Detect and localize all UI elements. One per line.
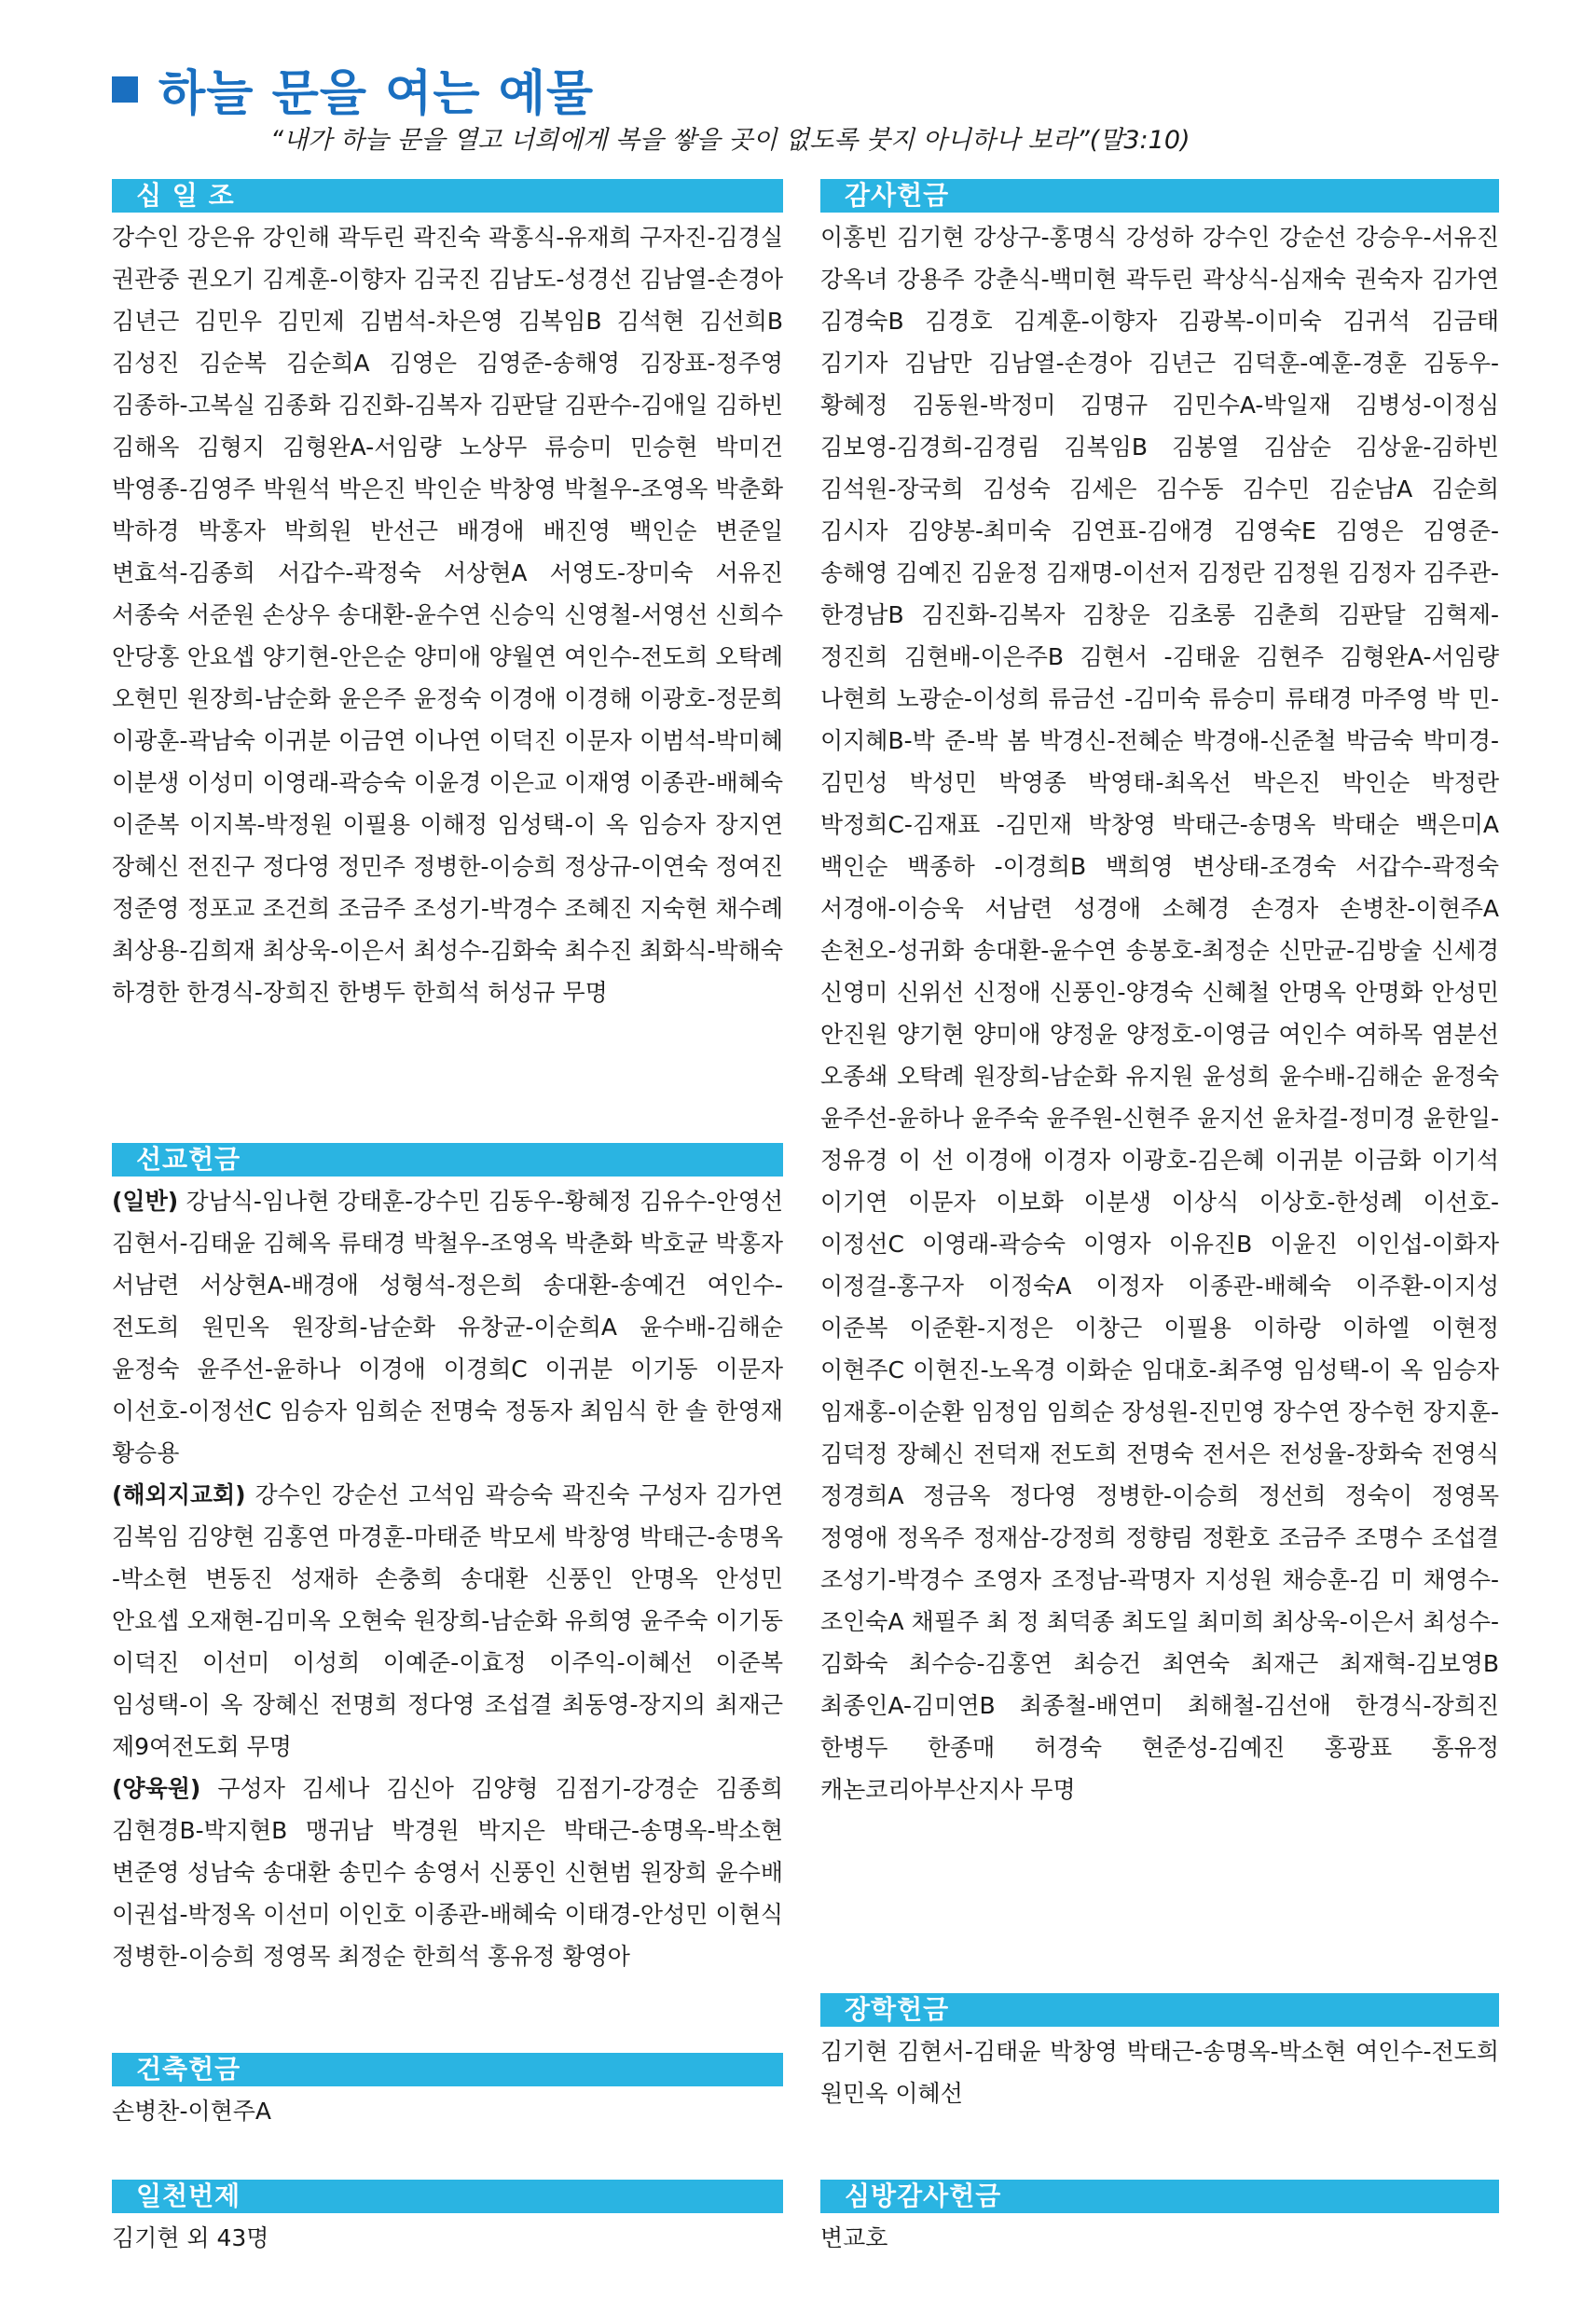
mission-group-tag: (양육원)	[112, 1775, 201, 1802]
page-title-text: 하늘 문을 여는 예물	[158, 66, 595, 122]
section-title-thanks: 감사헌금	[820, 179, 1499, 213]
section-title-building: 건축헌금	[112, 2053, 783, 2086]
mission-group-overseas	[112, 1474, 783, 1768]
section-mission	[112, 1143, 783, 1977]
mission-group-general	[112, 1180, 783, 1474]
section-body-scholarship: 김기현 김현서-김태윤 박창영 박태근-송명옥-박소현 여인수-전도희 원민옥 이혜선	[820, 2038, 1499, 2107]
section-scholarship	[820, 1993, 1499, 2114]
mission-group-tag: (해외지교회)	[112, 1481, 246, 1508]
scripture-verse: “내가 하늘 문을 열고 너희에게 복을 쌓을 곳이 없도록 붓지 아니하나 보라”(말3:10)	[270, 126, 1190, 155]
section-body-building: 손병찬-이현주A	[112, 2098, 272, 2125]
mission-group-tag: (일반)	[112, 1188, 179, 1215]
section-body-visitation: 변교호	[820, 2224, 888, 2251]
section-body-tithe: 강수인 강은유 강인해 곽두린 곽진숙 곽홍식-유재희 구자진-김경실 권관중 권오기 김계훈-이향자 김국진 김남도-성경선 김남열-손경아 김년근 김민우 김민제 김범석-차은영 김복임B 김석현 김선희B 김성진 김순복 김순희A 김영은 김영준-송해영 김장표-정주영 김종하-고복실 김종화 김진화-김복자 김판달 김판수-김애일 김하빈 김해옥 김형지 김형완A-서임량 노상무 류승미 민승현 박미건 박영종-김영주 박원석 박은진 박인순 박창영 박철우-조영옥 박춘화 박하경 박홍자 박희원 반선근 배경애 배진영 백인순 변준일 변효석-김종희 서갑수-곽정숙 서상현A 서영도-장미숙 서유진 서종숙 서준원 손상우 송대환-윤수연 신승익 신영철-서영선 신희수 안당홍 안요셉 양기현-안은순 양미애 양월연 여인수-전도희 오탁례 오현민 원장희-남순화 윤은주 윤정숙 이경애 이경해 이광호-정문희 이광훈-곽남숙 이귀분 이금연 이나연 이덕진 이문자 이범석-박미혜 이분생 이성미 이영래-곽승숙 이윤경 이은교 이재영 이종관-배혜숙 이준복 이지복-박정원 이필용 이해정 임성택-이 옥 임승자 장지연 장혜신 전진구 정다영 정민주 정병한-이승희 정상규-이연숙 정여진 정준영 정포교 조건희 조금주 조성기-박경수 조혜진 지숙현 채수례 최상용-김희재 최상욱-이은서 최성수-김화숙 최수진 최화식-박해숙 하경한 한경식-장희진 한병두 한희석 허성규 무명	[112, 224, 783, 1006]
section-title-firstfruit: 일천번제	[112, 2180, 783, 2213]
section-title-scholarship: 장학헌금	[820, 1993, 1499, 2027]
section-body-thanks: 이홍빈 김기현 강상구-홍명식 강성하 강수인 강순선 강승우-서유진 강옥녀 강용주 강춘식-백미현 곽두린 곽상식-심재숙 권숙자 김가연 김경숙B 김경호 김계훈-이향자 김광복-이미숙 김귀석 김금태 김기자 김남만 김남열-손경아 김년근 김덕훈-예훈-경훈 김동우-황혜정 김동원-박정미 김명규 김민수A-박일재 김병성-이정심 김보영-김경희-김경림 김복임B 김봉열 김삼순 김상윤-김하빈 김석원-장국희 김성숙 김세은 김수동 김수민 김순남A 김순희 김시자 김양봉-최미숙 김연표-김애경 김영숙E 김영은 김영준-송해영 김예진 김윤정 김재명-이선저 김정란 김정원 김정자 김주관-한경남B 김진화-김복자 김창운 김초롱 김춘희 김판달 김혁제-정진희 김현배-이은주B 김현서 -김태윤 김현주 김형완A-서임량 나현희 노광순-이성희 류금선 -김미숙 류승미 류태경 마주영 박 민-이지혜B-박 준-박 봄 박경신-전혜순 박경애-신준철 박금숙 박미경-김민성 박성민 박영종 박영태-최옥선 박은진 박인순 박정란 박정희C-김재표 -김민재 박창영 박태근-송명옥 박태순 백은미A 백인순 백종하 -이경희B 백희영 변상태-조경숙 서갑수-곽정숙 서경애-이승욱 서남련 성경애 소혜경 손경자 손병찬-이현주A 손천오-성귀화 송대환-윤수연 송봉호-최정순 신만균-김방술 신세경 신영미 신위선 신정애 신풍인-양경숙 신혜철 안명옥 안명화 안성민 안진원 양기현 양미애 양정윤 양정호-이영금 여인수 여하목 염분선 오종쇄 오탁례 원장희-남순화 유지원 윤성희 윤수배-김해순 윤정숙 윤주선-윤하나 윤주숙 윤주원-신현주 윤지선 윤차걸-정미경 윤한일-정유경 이 선 이경애 이경자 이광호-김은혜 이귀분 이금화 이기석 이기연 이문자 이보화 이분생 이상식 이상호-한성례 이선호-이정선C 이영래-곽승숙 이영자 이유진B 이윤진 이인섭-이화자 이정걸-홍구자 이정숙A 이정자 이종관-배혜숙 이주환-이지성 이준복 이준환-지정은 이창근 이필용 이하랑 이하엘 이현정 이현주C 이현진-노옥경 이화순 임대호-최주영 임성택-이 옥 임승자 임재홍-이순환 임정임 임희순 장성원-진민영 장수연 장수헌 장지훈-김덕정 장혜신 전덕재 전도희 전명숙 전서은 전성율-장화숙 전영식 정경희A 정금옥 정다영 정병한-이승희 정선희 정숙이 정영목 정영애 정옥주 정재삼-강정희 정향림 정환호 조금주 조명수 조섭결 조성기-박경수 조영자 조정남-곽명자 지성원 채승훈-김 미 채영수-조인숙A 채필주 최 정 최덕종 최도일 최미희 최상욱-이은서 최성수-김화숙 최수승-김홍연 최승건 최연숙 최재근 최재혁-김보영B 최종인A-김미연B 최종철-배연미 최해철-김선애 한경식-장희진 한병두 한종매 허경숙 현준성-김예진 홍광표 홍유정 캐논코리아부산지사 무명	[820, 224, 1499, 1803]
section-thanks	[820, 179, 1499, 1810]
mission-group-text: 구성자 김세나 김신아 김양형 김점기-강경순 김종희 김현경B-박지현B 맹귀남 박경원 박지은 박태근-송명옥-박소현 변준영 성남숙 송대환 송민수 송영서 신풍인 신현범 원장희 윤수배 이권섭-박정옥 이선미 이인호 이종관-배혜숙 이태경-안성민 이현식 정병한-이승희 정영목 최정순 한희석 홍유정 황영아	[112, 1775, 783, 1970]
section-body-mission	[112, 1180, 783, 1977]
page-title	[112, 54, 594, 124]
section-title-mission: 선교헌금	[112, 1143, 783, 1177]
section-title-tithe: 십 일 조	[112, 179, 783, 213]
section-building	[112, 2053, 783, 2132]
section-tithe	[112, 179, 783, 1013]
mission-group-text: 강남식-임나현 강태훈-강수민 김동우-황혜정 김유수-안영선 김현서-김태윤 김혜옥 류태경 박철우-조영옥 박춘화 박호균 박홍자 서남련 서상현A-배경애 성형석-정은희 송대환-송예건 여인수-전도희 원민옥 원장희-남순화 유창균-이순희A 윤수배-김해순 윤정숙 윤주선-윤하나 이경애 이경희C 이귀분 이기동 이문자 이선호-이정선C 임승자 임희순 전명숙 정동자 최임식 한 솔 한영재 황승용	[112, 1188, 783, 1466]
section-title-visitation: 심방감사헌금	[820, 2180, 1499, 2213]
mission-group-text: 강수인 강순선 고석임 곽승숙 곽진숙 구성자 김가연 김복임 김양현 김홍연 마경훈-마태준 박모세 박창영 박태근-송명옥 -박소현 변동진 성재하 손충희 송대환 신풍인 안명옥 안성민 안요셉 오재현-김미옥 오현숙 원장희-남순화 유희영 윤주숙 이기동 이덕진 이선미 이성희 이예준-이효정 이주익-이혜선 이준복 임성택-이 옥 장혜신 전명희 정다영 조섭결 최동영-장지의 최재근 제9여전도회 무명	[112, 1481, 783, 1760]
title-bullet-square	[112, 76, 138, 103]
mission-group-nursery	[112, 1768, 783, 1977]
section-body-firstfruit: 김기현 외 43명	[112, 2224, 269, 2251]
section-visitation	[820, 2180, 1499, 2259]
section-firstfruit	[112, 2180, 783, 2259]
